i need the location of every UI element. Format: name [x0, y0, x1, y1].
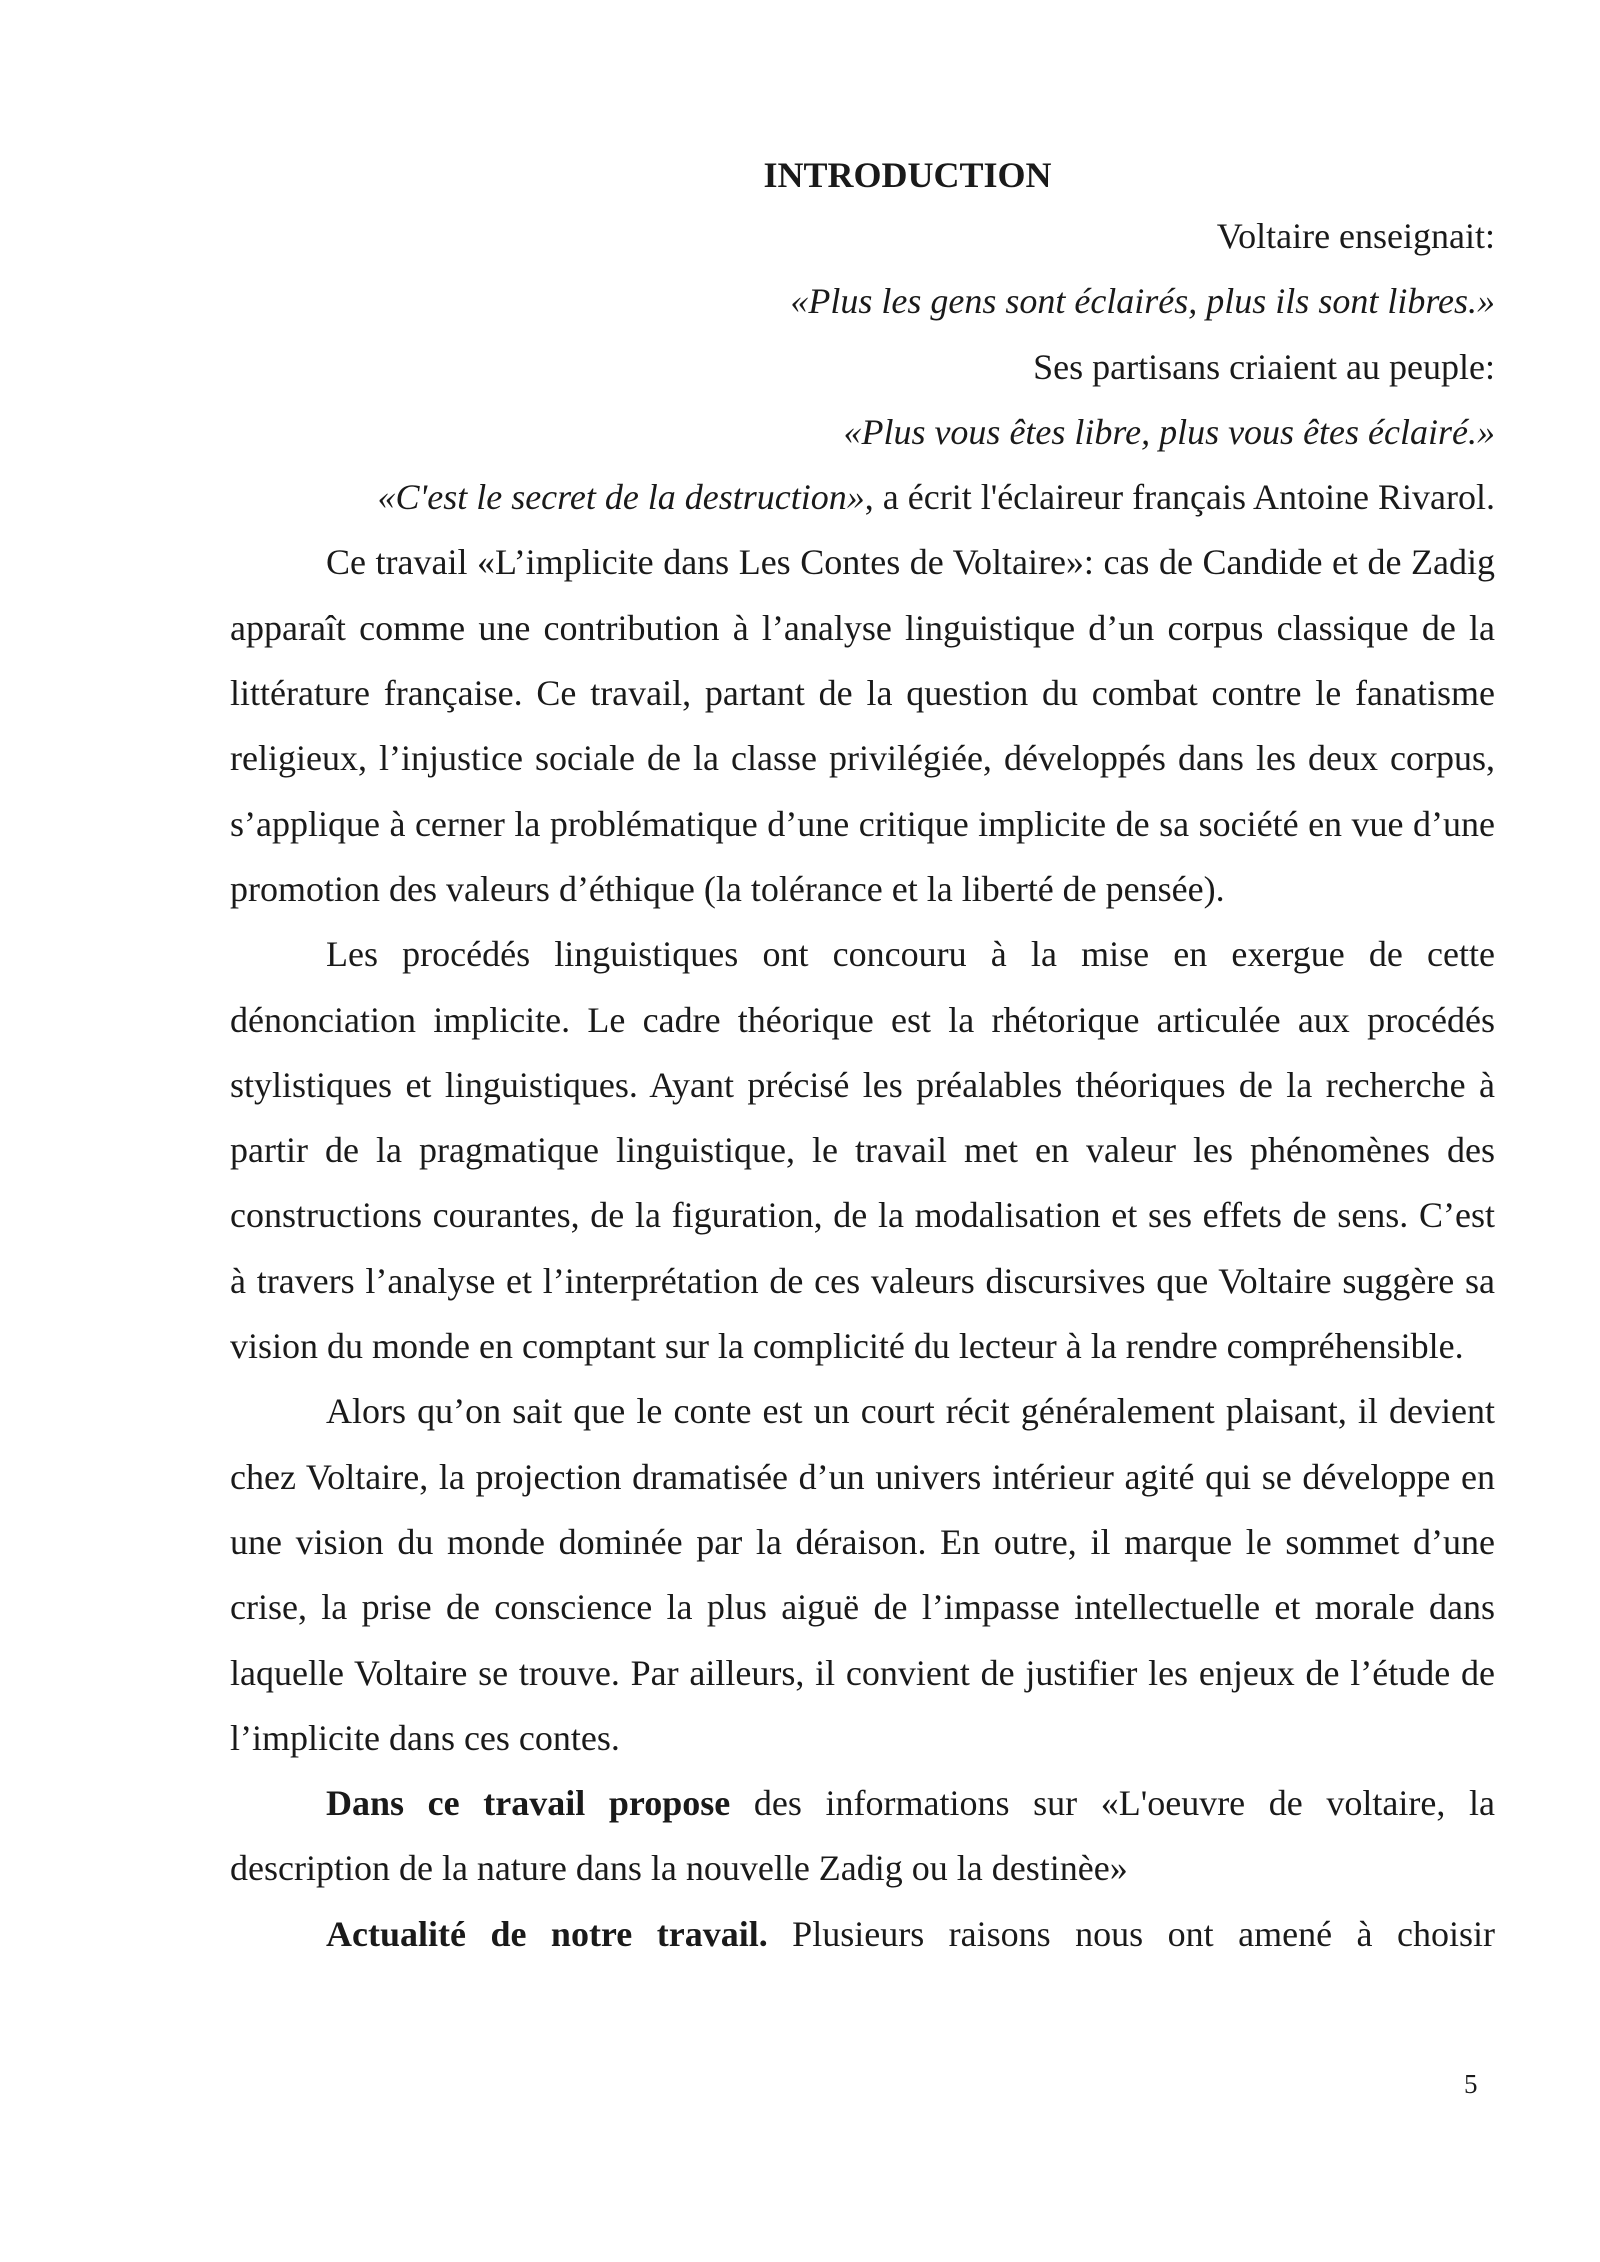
epigraph-line-attribution: Voltaire enseignait:: [1216, 216, 1495, 256]
paragraph-5-body: Plusieurs raisons nous ont amené à choisir: [767, 1913, 1495, 1954]
epigraph-quote-voltaire-text: «Plus les gens sont éclairés, plus ils sont libres.»: [790, 281, 1495, 322]
paragraph-3: Alors qu’on sait que le conte est un court récit généralement plaisant, il devient chez Voltaire, la projection dramatisée d’un univers intérieur agité qui se développe en une vision du monde dominée par la déraison. En outre, il marque le sommet d’une crise, la prise de conscience la plus aiguë de l’impasse intellectuelle et morale dans laquelle Voltaire se trouve. Par ailleurs, il convient de justifier les enjeux de l’étude de l’implicite dans ces contes.: [230, 1391, 1495, 1758]
paragraph-2: Les procédés linguistiques ont concouru à la mise en exergue de cette dénonciation implicite. Le cadre théorique est la rhétorique articulée aux procédés stylistiques et linguistiques. Ayant précisé les préalables théoriques de la recherche à partir de la pragmatique linguistique, le travail met en valeur les phénomènes des constructions courantes, de la figuration, de la modalisation et ses effets de sens. C’est à travers l’analyse et l’interprétation de ces valeurs discursives que Voltaire suggère sa vision du monde en comptant sur la complicité du lecteur à la rendre compréhensible.: [230, 934, 1495, 1367]
epigraph-rivarol-attribution: , a écrit l'éclaireur français Antoine Rivarol.: [864, 477, 1495, 518]
paragraph-5-lead: Actualité de notre travail.: [326, 1913, 768, 1954]
epigraph: [230, 204, 1495, 530]
paragraph-5: [230, 1902, 1495, 1967]
paragraph-4-body: des informations sur «L'oeuvre de voltaire, la description de la nature dans la nouvelle Zadig ou la destinèe»: [230, 1783, 1495, 1889]
epigraph-line-partisans: Ses partisans criaient au peuple:: [1033, 346, 1495, 387]
paragraph-4: [230, 1771, 1495, 1902]
epigraph-quote-voltaire: [230, 269, 1495, 334]
document-page: [230, 150, 1495, 1967]
page-number: 5: [1464, 2069, 1478, 2099]
epigraph-rivarol: [230, 465, 1495, 530]
paragraph-4-lead: Dans ce travail propose: [326, 1783, 731, 1824]
epigraph-rivarol-quote: «C'est le secret de la destruction»: [377, 477, 865, 518]
epigraph-quote-partisans-text: «Plus vous êtes libre, plus vous êtes éclairé.»: [843, 411, 1495, 452]
epigraph-quote-partisans: [230, 400, 1495, 465]
paragraph-1: Ce travail «L’implicite dans Les Contes de Voltaire»: cas de Candide et de Zadig apparaît comme une contribution à l’analyse linguistique d’un corpus classique de la littérature française. Ce travail, partant de la question du combat contre le fanatisme religieux, l’injustice sociale de la classe privilégiée, développés dans les deux corpus, s’applique à cerner la problématique d’une critique implicite de sa société en vue d’une promotion des valeurs d’éthique (la tolérance et la liberté de pensée).: [230, 542, 1495, 909]
section-heading: INTRODUCTION: [763, 155, 1052, 195]
